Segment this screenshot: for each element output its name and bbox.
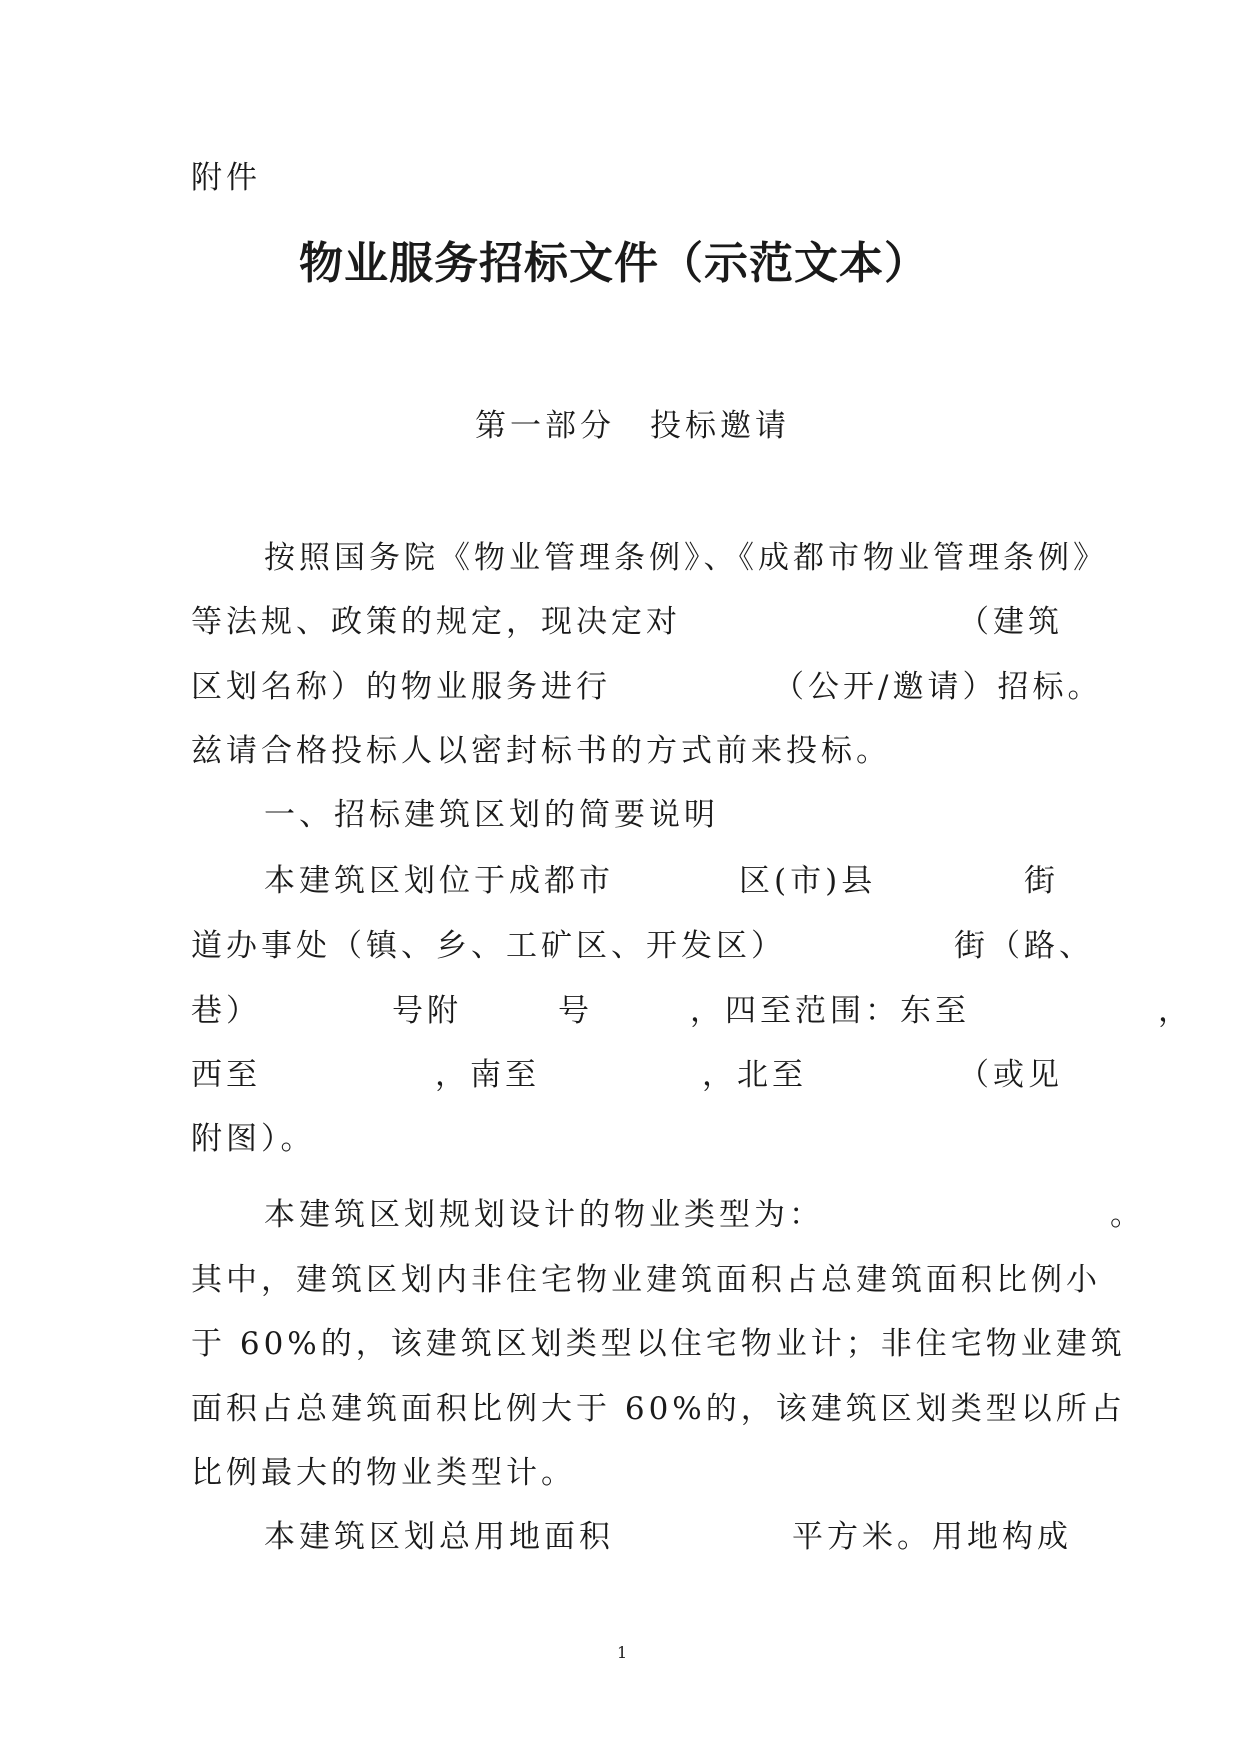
paragraph-3-line-3: 于 60%的，该建筑区划类型以住宅物业计；非住宅物业建筑 [191,1326,1126,1362]
paragraph-1-line-3 [0,667,1241,707]
document-title: 物业服务招标文件（示范文本） [299,238,929,289]
paragraph-3-line-1 [0,1195,1241,1235]
paragraph-2-line-4 [0,1055,1241,1095]
paragraph-2-line-3-number-attached: 号附 [392,993,462,1029]
paragraph-1-line-3-text: 区划名称）的物业服务进行 [191,669,611,705]
paragraph-2-line-4-north: ，北至 [702,1057,807,1093]
paragraph-3-line-4: 面积占总建筑面积比例大于 60%的，该建筑区划类型以所占 [191,1391,1126,1427]
paragraph-3-line-2: 其中，建筑区划内非住宅物业建筑面积占总建筑面积比例小 [191,1262,1101,1298]
paragraph-2-line-5: 附图）。 [191,1121,316,1157]
paragraph-3-line-1-period: 。 [1110,1197,1145,1233]
paragraph-4-line-1-text: 本建筑区划总用地面积 [264,1519,614,1555]
paragraph-2-line-4-tail: （或见 [958,1057,1063,1093]
paragraph-4-line-1 [0,1517,1241,1557]
paragraph-1-line-3-tail: （公开/邀请）招标。 [773,669,1103,705]
paragraph-1-line-1: 按照国务院《物业管理条例》、《成都市物业管理条例》 [264,540,1108,576]
paragraph-4-line-1-tail: 平方米。用地构成 [792,1519,1072,1555]
paragraph-2-line-3 [0,991,1241,1031]
paragraph-2-line-3-boundary-east: ，四至范围：东至 [690,993,970,1029]
paragraph-2-line-2-text: 道办事处（镇、乡、工矿区、开发区） [191,928,786,964]
attachment-label: 附件 [191,160,261,196]
paragraph-2-line-1 [0,861,1241,901]
paragraph-2-line-2-tail: 街（路、 [954,928,1094,964]
paragraph-1-line-2-text: 等法规、政策的规定，现决定对 [191,604,681,640]
paragraph-2-line-1-district: 区(市)县 [739,863,877,899]
paragraph-1-line-2 [0,602,1241,642]
paragraph-2-line-3-comma: ， [1158,993,1193,1029]
paragraph-1-line-2-tail: （建筑 [958,604,1063,640]
paragraph-2-line-4-west: 西至 [191,1057,261,1093]
paragraph-2-line-4-south: ，南至 [435,1057,540,1093]
paragraph-3-line-1-text: 本建筑区划规划设计的物业类型为： [264,1197,824,1233]
paragraph-3-line-5: 比例最大的物业类型计。 [191,1455,576,1491]
paragraph-2-line-1-text: 本建筑区划位于成都市 [264,863,614,899]
page-number: 1 [617,1643,628,1662]
part-heading: 第一部分 投标邀请 [475,408,790,444]
section-1-heading: 一、招标建筑区划的简要说明 [264,797,719,833]
paragraph-1-line-4: 兹请合格投标人以密封标书的方式前来投标。 [191,733,891,769]
paragraph-2-line-3-number: 号 [558,993,593,1029]
paragraph-2-line-2 [0,926,1241,966]
paragraph-2-line-3-lane: 巷） [191,993,261,1029]
paragraph-2-line-1-street: 街 [1024,863,1059,899]
